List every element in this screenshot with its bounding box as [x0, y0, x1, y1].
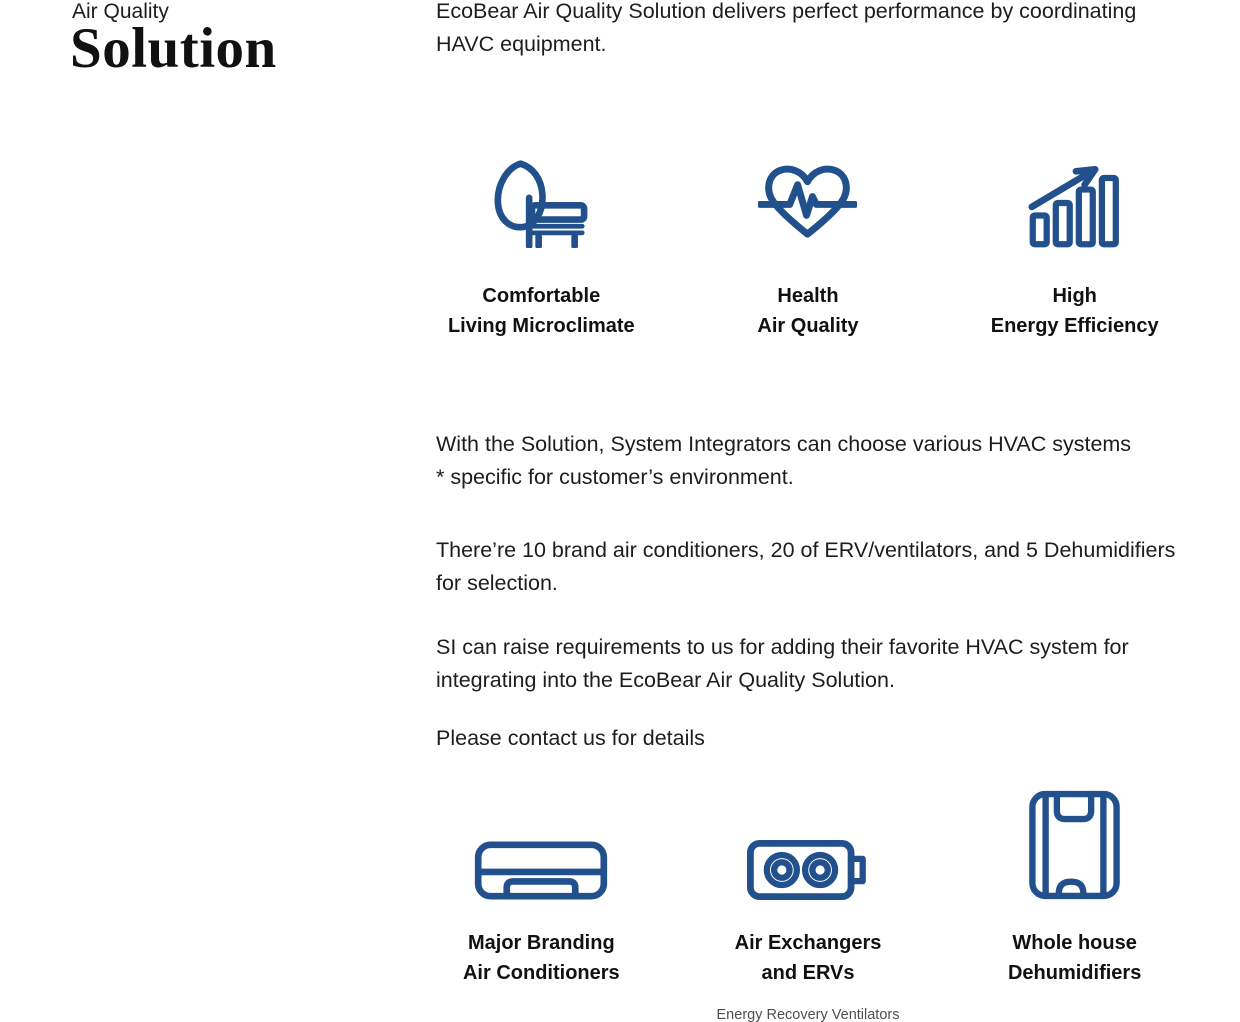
product-air-conditioners — [408, 785, 675, 1022]
product-label — [408, 928, 675, 988]
feature-label — [675, 281, 942, 341]
paragraph-line: * specific for customer’s environment. — [436, 465, 794, 489]
products-row — [408, 785, 1208, 1022]
body-paragraph — [436, 631, 1181, 697]
product-label-line1: Major Branding — [467, 932, 615, 954]
bench-tree-icon — [408, 150, 675, 255]
feature-label-line2: Energy Efficiency — [990, 315, 1159, 337]
page-title: Solution — [70, 17, 277, 80]
paragraph-line: Please contact us for details — [436, 726, 705, 750]
heart-pulse-icon — [675, 150, 942, 255]
features-row — [408, 150, 1208, 341]
intro-paragraph — [436, 0, 1181, 61]
product-label-line2: Air Conditioners — [462, 962, 620, 984]
feature-label — [408, 281, 675, 341]
body-paragraph — [436, 722, 1181, 755]
product-air-exchangers — [675, 785, 942, 1022]
bar-chart-growth-icon-svg — [1026, 155, 1124, 251]
air-conditioner-icon — [408, 785, 675, 900]
product-caption: Energy Recovery Ventilators — [716, 1007, 900, 1022]
bar-chart-growth-icon — [941, 150, 1208, 255]
product-label-line2: and ERVs — [761, 962, 855, 984]
intro-line: HAVC equipment. — [436, 32, 607, 56]
dehumidifier-icon — [941, 785, 1208, 900]
body-paragraph — [436, 534, 1181, 600]
product-label-line1: Whole house — [1012, 932, 1137, 954]
feature-label-line1: High — [1052, 285, 1097, 307]
air-exchanger-icon — [675, 785, 942, 900]
feature-comfortable-living — [408, 150, 675, 341]
feature-label-line1: Comfortable — [482, 285, 601, 307]
paragraph-line: SI can raise requirements to us for adding their favorite HVAC system for — [436, 635, 1129, 659]
product-label-line2: Dehumidifiers — [1007, 962, 1142, 984]
body-paragraph — [436, 428, 1181, 494]
paragraph-line: There’re 10 brand air conditioners, 20 of ERV/ventilators, and 5 Dehumidifiers — [436, 538, 1176, 562]
paragraph-line: With the Solution, System Integrators can choose various HVAC systems — [436, 432, 1132, 456]
feature-label-line2: Air Quality — [757, 315, 859, 337]
feature-energy-efficiency — [941, 150, 1208, 341]
air-conditioner-icon-svg — [474, 841, 608, 900]
bench-tree-icon-svg — [491, 158, 591, 248]
air-exchanger-icon-svg — [747, 840, 869, 900]
product-label — [675, 928, 942, 988]
page-eyebrow: Air Quality — [72, 0, 169, 23]
product-label-line1: Air Exchangers — [734, 932, 882, 954]
product-label — [941, 928, 1208, 988]
feature-health-air-quality — [675, 150, 942, 341]
product-dehumidifiers — [941, 785, 1208, 1022]
feature-label — [941, 281, 1208, 341]
paragraph-line: integrating into the EcoBear Air Quality Solution. — [436, 668, 895, 692]
intro-line: EcoBear Air Quality Solution delivers perfect performance by coordinating — [436, 0, 1137, 23]
feature-label-line1: Health — [777, 285, 839, 307]
feature-label-line2: Living Microclimate — [447, 315, 635, 337]
body-text — [436, 428, 1181, 755]
dehumidifier-icon-svg — [1028, 790, 1121, 900]
paragraph-line: for selection. — [436, 571, 558, 595]
heart-pulse-icon-svg — [758, 161, 857, 244]
